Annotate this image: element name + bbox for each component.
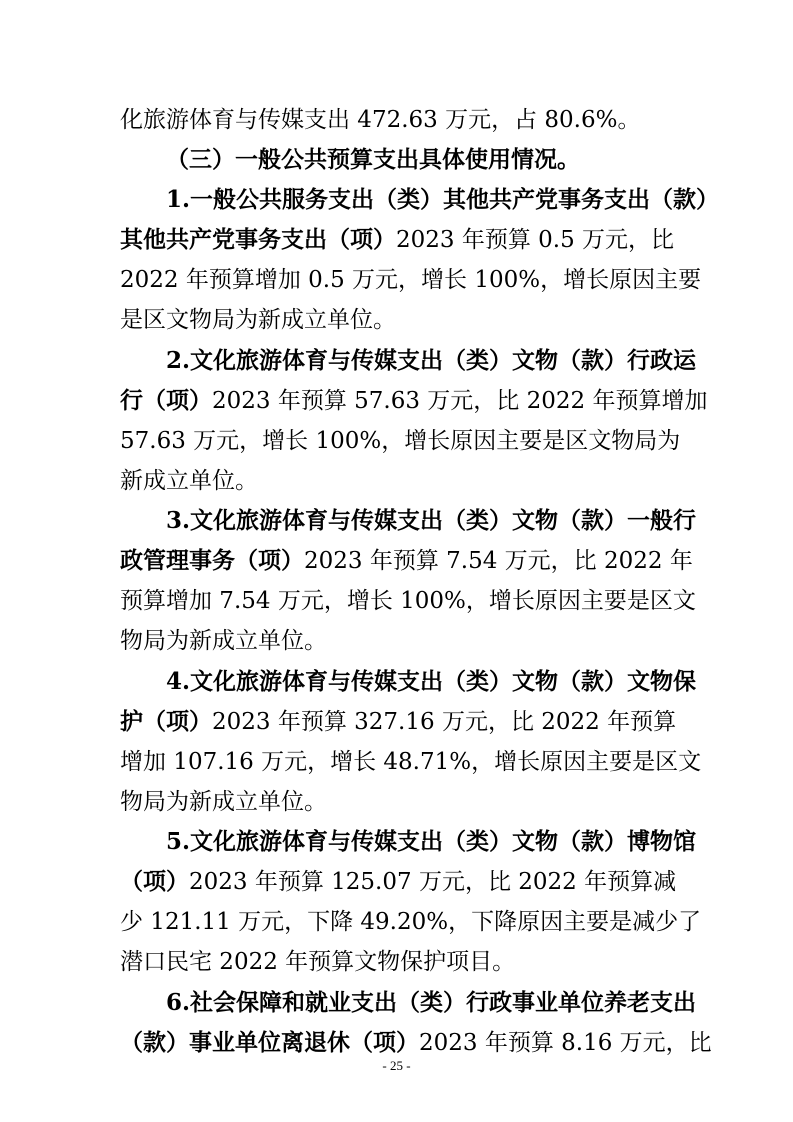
text-run: 潜口民宅 2022 年预算文物保护项目。 — [120, 949, 516, 975]
section-heading-line-1 — [166, 144, 672, 176]
bold-text-run: （项） — [120, 868, 189, 895]
bold-text-run: 政管理事务（项） — [120, 547, 304, 574]
item-5-line-4 — [120, 946, 672, 978]
text-run: 新成立单位。 — [120, 468, 258, 494]
bold-text-run: 2.文化旅游体育与传媒支出（类）文物（款）行政运 — [166, 347, 697, 374]
text-run: 2023 年预算 125.07 万元，比 2022 年预算减 — [189, 869, 677, 895]
text-run: 物局为新成立单位。 — [120, 628, 327, 654]
text-run: 物局为新成立单位。 — [120, 789, 327, 815]
text-run: 是区文物局为新成立单位。 — [120, 307, 396, 333]
item-6-line-1 — [166, 987, 697, 1019]
bold-text-run: （三）一般公共预算支出具体使用情况。 — [166, 146, 580, 173]
text-run: 2023 年预算 7.54 万元，比 2022 年 — [304, 548, 693, 574]
text-run: 2023 年预算 8.16 万元，比 — [419, 1030, 712, 1056]
item-1-line-4 — [120, 304, 672, 336]
item-4-line-2 — [120, 706, 677, 738]
item-4-line-4 — [120, 786, 672, 818]
page-number: - 25 - — [382, 1058, 411, 1073]
bold-text-run: 5.文化旅游体育与传媒支出（类）文物（款）博物馆 — [166, 828, 697, 855]
item-3-line-4 — [120, 625, 672, 657]
item-5-line-2 — [120, 866, 677, 898]
text-run: 2022 年预算增加 0.5 万元，增长 100%，增长原因主要 — [120, 267, 702, 293]
text-run: 化旅游体育与传媒支出 472.63 万元，占 80.6%。 — [120, 107, 641, 133]
bold-text-run: 6.社会保障和就业支出（类）行政事业单位养老支出 — [166, 989, 697, 1016]
bold-text-run: 4.文化旅游体育与传媒支出（类）文物（款）文物保 — [166, 668, 697, 695]
text-run: 少 121.11 万元，下降 49.20%，下降原因主要是减少了 — [120, 909, 702, 935]
item-1-line-3 — [120, 264, 702, 296]
item-2-line-1 — [166, 345, 697, 377]
item-3-line-2 — [120, 545, 693, 577]
bold-text-run: 3.文化旅游体育与传媒支出（类）文物（款）一般行 — [166, 507, 697, 534]
item-5-line-3 — [120, 906, 702, 938]
text-run: 2023 年预算 0.5 万元，比 — [396, 227, 675, 253]
item-4-line-1 — [166, 666, 697, 698]
bold-text-run: 其他共产党事务支出（项） — [120, 226, 396, 253]
text-run: 2023 年预算 327.16 万元，比 2022 年预算 — [212, 709, 677, 735]
bold-text-run: 行（项） — [120, 387, 212, 414]
text-run: 预算增加 7.54 万元，增长 100%，增长原因主要是区文 — [120, 588, 696, 614]
item-6-line-2 — [120, 1027, 712, 1059]
item-5-line-1 — [166, 826, 697, 858]
bold-text-run: 1.一般公共服务支出（类）其他共产党事务支出（款） — [166, 186, 720, 213]
item-4-line-3 — [120, 746, 702, 778]
bold-text-run: （款）事业单位离退休（项） — [120, 1029, 419, 1056]
item-2-line-2 — [120, 385, 708, 417]
text-run: 57.63 万元，增长 100%，增长原因主要是区文物局为 — [120, 428, 681, 454]
bold-text-run: 护（项） — [120, 708, 212, 735]
item-3-line-1 — [166, 505, 697, 537]
text-run: 2023 年预算 57.63 万元，比 2022 年预算增加 — [212, 388, 708, 414]
item-2-line-4 — [120, 465, 672, 497]
item-1-line-2 — [120, 224, 675, 256]
item-1-line-1 — [166, 184, 720, 216]
text-run: 增加 107.16 万元，增长 48.71%，增长原因主要是区文 — [120, 749, 702, 775]
item-2-line-3 — [120, 425, 681, 457]
item-3-line-3 — [120, 585, 696, 617]
intro-continuation-line-1 — [120, 104, 672, 136]
